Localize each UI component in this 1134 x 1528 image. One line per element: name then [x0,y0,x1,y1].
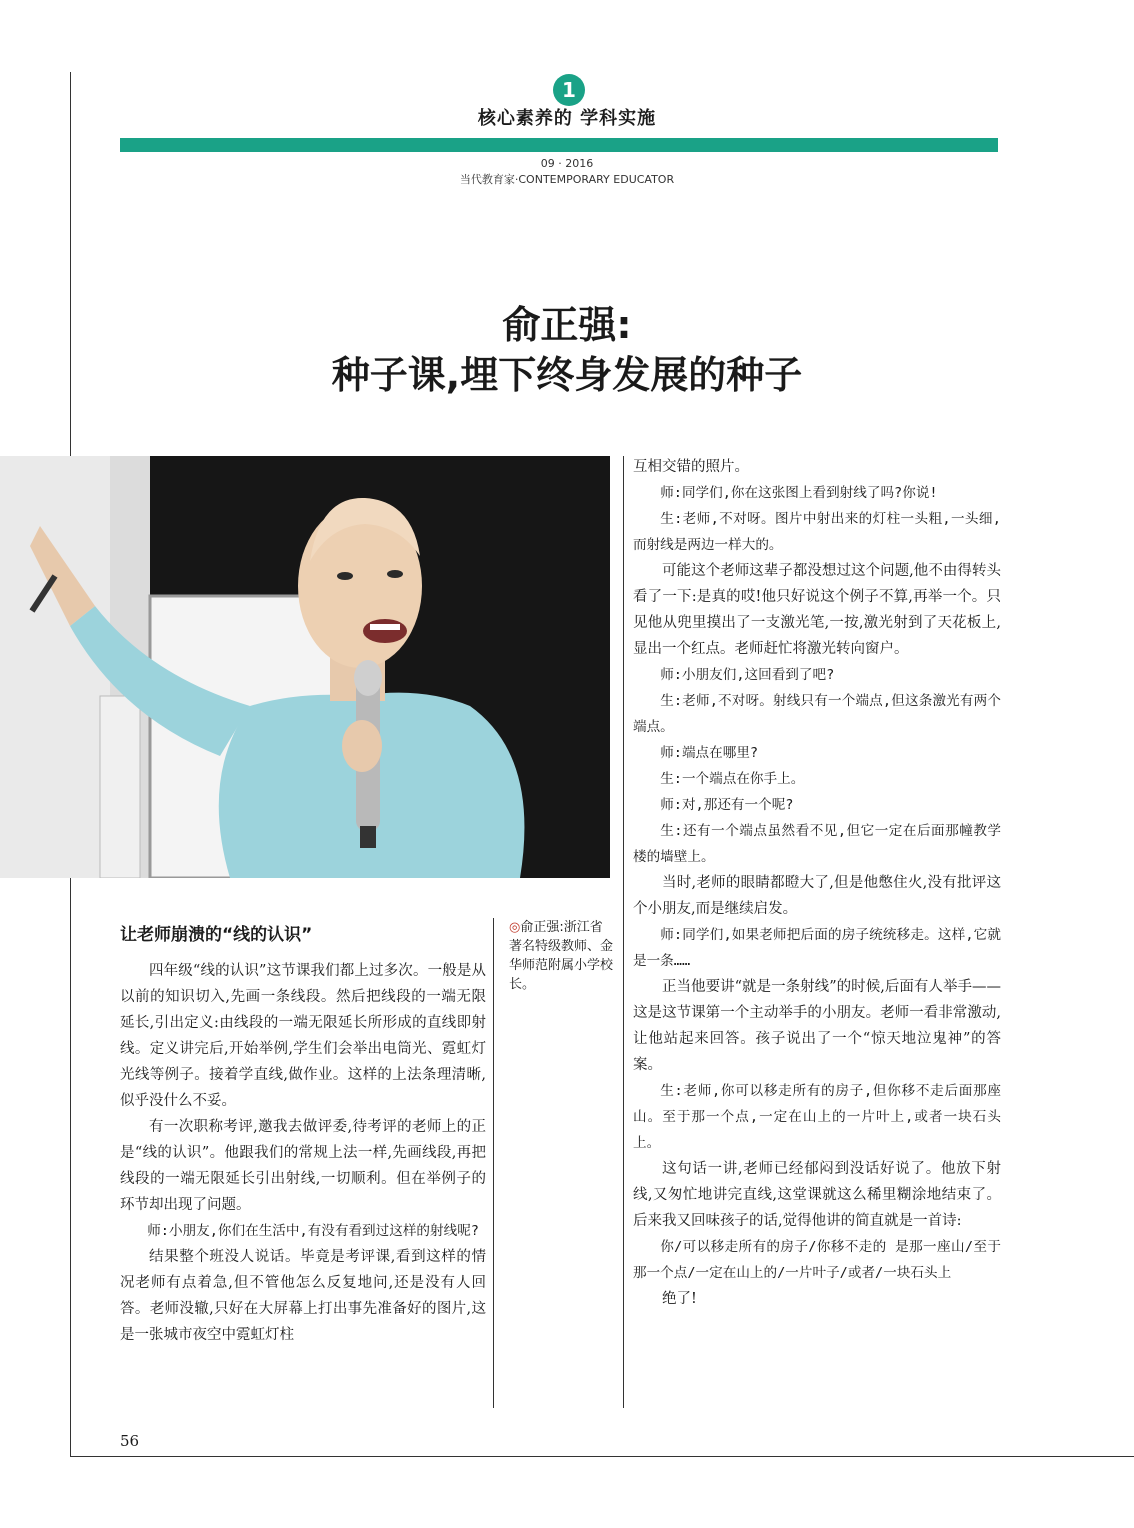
author-note [509,918,613,994]
dialog-line: 生:一个端点在你手上。 [660,771,805,787]
author-note-text: 俞正强:浙江省著名特级教师、金华师范附属小学校长。 [509,920,614,992]
right-text-column [633,454,1001,1312]
left-text-column [120,958,486,1348]
paragraph: 绝了! [662,1291,697,1307]
paragraph: 结果整个班没人说话。毕竟是考评课,看到这样的情况老师有点着急,但不管他怎么反复地问,还是没有人回答。老师没辙,只好在大屏幕上打出事先准备好的图片,这是一张城市夜空中霓虹灯柱 [120,1249,486,1343]
section-subheading: 让老师崩溃的“线的认识” [120,925,313,945]
article-title-name: 俞正强: [502,303,632,347]
dialog-line: 师:同学们,如果老师把后面的房子统统移走。这样,它就是一条…… [633,927,1001,969]
article-title: 种子课,埋下终身发展的种子 [331,353,803,397]
dialog-line: 师:端点在哪里? [660,745,759,761]
paragraph: 正当他要讲“就是一条射线”的时候,后面有人举手——这是这节课第一个主动举手的小朋友。老师一看非常激动,让他站起来回答。孩子说出了一个“惊天地泣鬼神”的答案。 [633,979,1001,1073]
footer-rule [70,1456,1134,1457]
dialog-line: 师:对,那还有一个呢? [660,797,794,813]
dialog-line: 师:小朋友们,这回看到了吧? [660,667,835,683]
dialog-line: 生:还有一个端点虽然看不见,但它一定在后面那幢教学楼的墙壁上。 [633,823,1001,865]
dialog-line: 你/可以移走所有的房子/你移不走的 是那一座山/至于那一个点/一定在山上的/一片叶子/或者/一块石头上 [633,1239,1001,1281]
paragraph: 互相交错的照片。 [633,459,749,475]
issue-date: 09 · 2016 [540,157,594,170]
dialog-line: 师:小朋友,你们在生活中,有没有看到过这样的射线呢? [147,1223,479,1239]
header-accent-bar [120,138,998,152]
paragraph: 可能这个老师这辈子都没想过这个问题,他不由得转头看了一下:是真的哎!他只好说这个例子不算,再举一个。只见他从兜里摸出了一支激光笔,一按,激光射到了天花板上,显出一个红点。老师赶忙将激光转向窗户。 [633,563,1001,657]
dialog-line: 师:同学们,你在这张图上看到射线了吗?你说! [660,485,938,501]
bullet-circle-icon: ◎ [509,920,521,935]
dialog-line: 生:老师,不对呀。射线只有一个端点,但这条激光有两个端点。 [633,693,1001,735]
paragraph: 当时,老师的眼睛都瞪大了,但是他憋住火,没有批评这个小朋友,而是继续启发。 [633,875,1001,917]
column-divider [493,918,494,1408]
magazine-name: 当代教育家·CONTEMPORARY EDUCATOR [459,173,675,186]
column-divider [623,456,624,1408]
paragraph: 这句话一讲,老师已经郁闷到没话好说了。他放下射线,又匆忙地讲完直线,这堂课就这么稀里糊涂地结束了。后来我又回味孩子的话,觉得他讲的简直就是一首诗: [633,1161,1001,1229]
paragraph: 四年级“线的认识”这节课我们都上过多次。一般是从以前的知识切入,先画一条线段。然后把线段的一端无限延长,引出定义:由线段的一端无限延长所形成的直线即射线。定义讲完后,开始举例,学生们会举出电筒光、霓虹灯光线等例子。接着学直线,做作业。这样的上法条理清晰,似乎没什么不妥。 [120,963,486,1109]
teacher-photo [0,456,610,878]
section-number-badge: 1 [553,74,585,106]
paragraph: 有一次职称考评,邀我去做评委,待考评的老师上的正是“线的认识”。他跟我们的常规上法一样,先画线段,再把线段的一端无限延长引出射线,一切顺利。但在举例子的环节却出现了问题。 [120,1119,486,1213]
page-number: 56 [120,1432,140,1450]
dialog-line: 生:老师,不对呀。图片中射出来的灯柱一头粗,一头细,而射线是两边一样大的。 [633,511,1001,553]
dialog-line: 生:老师,你可以移走所有的房子,但你移不走后面那座山。至于那一个点,一定在山上的一片叶上,或者一块石头上。 [633,1083,1001,1151]
section-title: 核心素养的 学科实施 [477,108,657,129]
